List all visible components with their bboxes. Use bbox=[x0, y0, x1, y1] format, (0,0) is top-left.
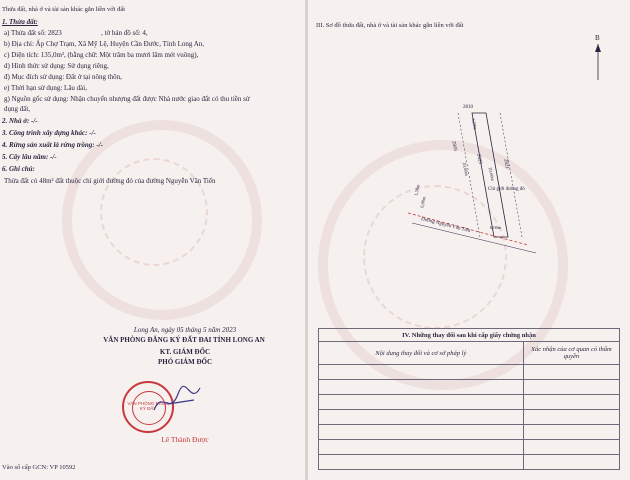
dim-top: 6,50m bbox=[470, 118, 479, 131]
changes-table-title: IV. Những thay đổi sau khi cấp giấy chứng nhận bbox=[319, 329, 620, 342]
dim-long-1: 20,60m bbox=[461, 161, 470, 177]
red-boundary-label: Chỉ giới đường đỏ bbox=[488, 187, 525, 192]
notes-heading: 6. Ghi chú: bbox=[2, 165, 35, 173]
area: c) Diện tích: 135,0m², (bằng chữ: Một trăm ba mươi lăm mét vuông), bbox=[4, 51, 199, 59]
parcel-2810-label: 2810 bbox=[463, 105, 473, 110]
right-page bbox=[308, 0, 630, 480]
notes-text: Thửa đất có 48m² đất thuộc chỉ giới đường đỏ của đường Nguyễn Văn Tiến bbox=[4, 177, 216, 185]
changes-row bbox=[319, 425, 620, 440]
watermark-drum-inner bbox=[100, 158, 208, 266]
signatory-position: PHÓ GIÁM ĐỐC bbox=[157, 358, 213, 366]
signatory-title: KT. GIÁM ĐỐC bbox=[159, 348, 211, 356]
issue-date: Long An, ngày 05 tháng 5 năm 2023 bbox=[133, 326, 237, 334]
diagram-section-title: III. Sơ đồ thửa đất, nhà ở và tài sản khác gắn liền với đất bbox=[316, 22, 464, 29]
north-arrow-icon bbox=[591, 42, 605, 82]
changes-row bbox=[319, 365, 620, 380]
seal-text: VĂN PHÒNG ĐĂNG KÝ ĐẤT bbox=[127, 401, 169, 411]
address: b) Địa chỉ: Ấp Chợ Trạm, Xã Mỹ Lệ, Huyện Cần Đước, Tỉnh Long An, bbox=[4, 40, 205, 48]
perennial-trees: 5. Cây lâu năm: -/- bbox=[2, 153, 57, 161]
parcel-heading: 1. Thửa đất: bbox=[2, 18, 38, 26]
signer-name: Lê Thành Được bbox=[161, 435, 209, 444]
parcel-2809-label: 2809 bbox=[450, 140, 458, 152]
certificate-register-number: Vào sổ cấp GCN: VP 10592 bbox=[2, 464, 76, 471]
signature bbox=[150, 380, 210, 420]
parcel-2823-label: 2823 bbox=[475, 153, 483, 165]
usage-form: d) Hình thức sử dụng: Sử dụng riêng, bbox=[4, 62, 109, 70]
changes-row bbox=[319, 380, 620, 395]
dim-left: 6,00m bbox=[419, 196, 427, 209]
other-construction: 3. Công trình xây dựng khác: -/- bbox=[2, 129, 96, 137]
map-sheet: , tờ bản đồ số: 4, bbox=[101, 29, 148, 37]
usage-purpose: đ) Mục đích sử dụng: Đất ở tại nông thôn, bbox=[4, 73, 122, 81]
origin-line2: dụng đất, bbox=[4, 105, 31, 113]
dim-long-2: 20,60m bbox=[487, 166, 496, 182]
dim-side: 6,00m bbox=[490, 225, 502, 230]
changes-col-confirmation: Xác nhận của cơ quan có thẩm quyền bbox=[523, 342, 619, 365]
house: 2. Nhà ở: -/- bbox=[2, 117, 38, 125]
parcel-number: a) Thửa đất số: 2823 bbox=[4, 29, 62, 37]
usage-term: e) Thời hạn sử dụng: Lâu dài, bbox=[4, 84, 87, 92]
north-label: B bbox=[595, 34, 600, 42]
dim-small: 1,50m bbox=[413, 184, 421, 197]
issuing-office: VĂN PHÒNG ĐĂNG KÝ ĐẤT ĐAI TỈNH LONG AN bbox=[103, 336, 265, 344]
changes-col-content: Nội dung thay đổi và cơ sở pháp lý bbox=[319, 342, 524, 365]
changes-row bbox=[319, 410, 620, 425]
left-page bbox=[0, 0, 306, 480]
planted-forest: 4. Rừng sản xuất là rừng trồng: -/- bbox=[2, 141, 103, 149]
changes-table bbox=[318, 328, 620, 470]
section-title: Thửa đất, nhà ở và tài sản khác gắn liền với đất bbox=[2, 6, 126, 13]
road-label: Đường Nguyễn Văn Tiến bbox=[420, 216, 471, 235]
changes-row bbox=[319, 395, 620, 410]
changes-row bbox=[319, 440, 620, 455]
changes-row bbox=[319, 455, 620, 470]
origin-line1: g) Nguồn gốc sử dụng: Nhận chuyển nhượng đất được Nhà nước giao đất có thu tiền sử bbox=[4, 95, 250, 103]
parcel-2821-label: 2821 bbox=[502, 158, 510, 170]
